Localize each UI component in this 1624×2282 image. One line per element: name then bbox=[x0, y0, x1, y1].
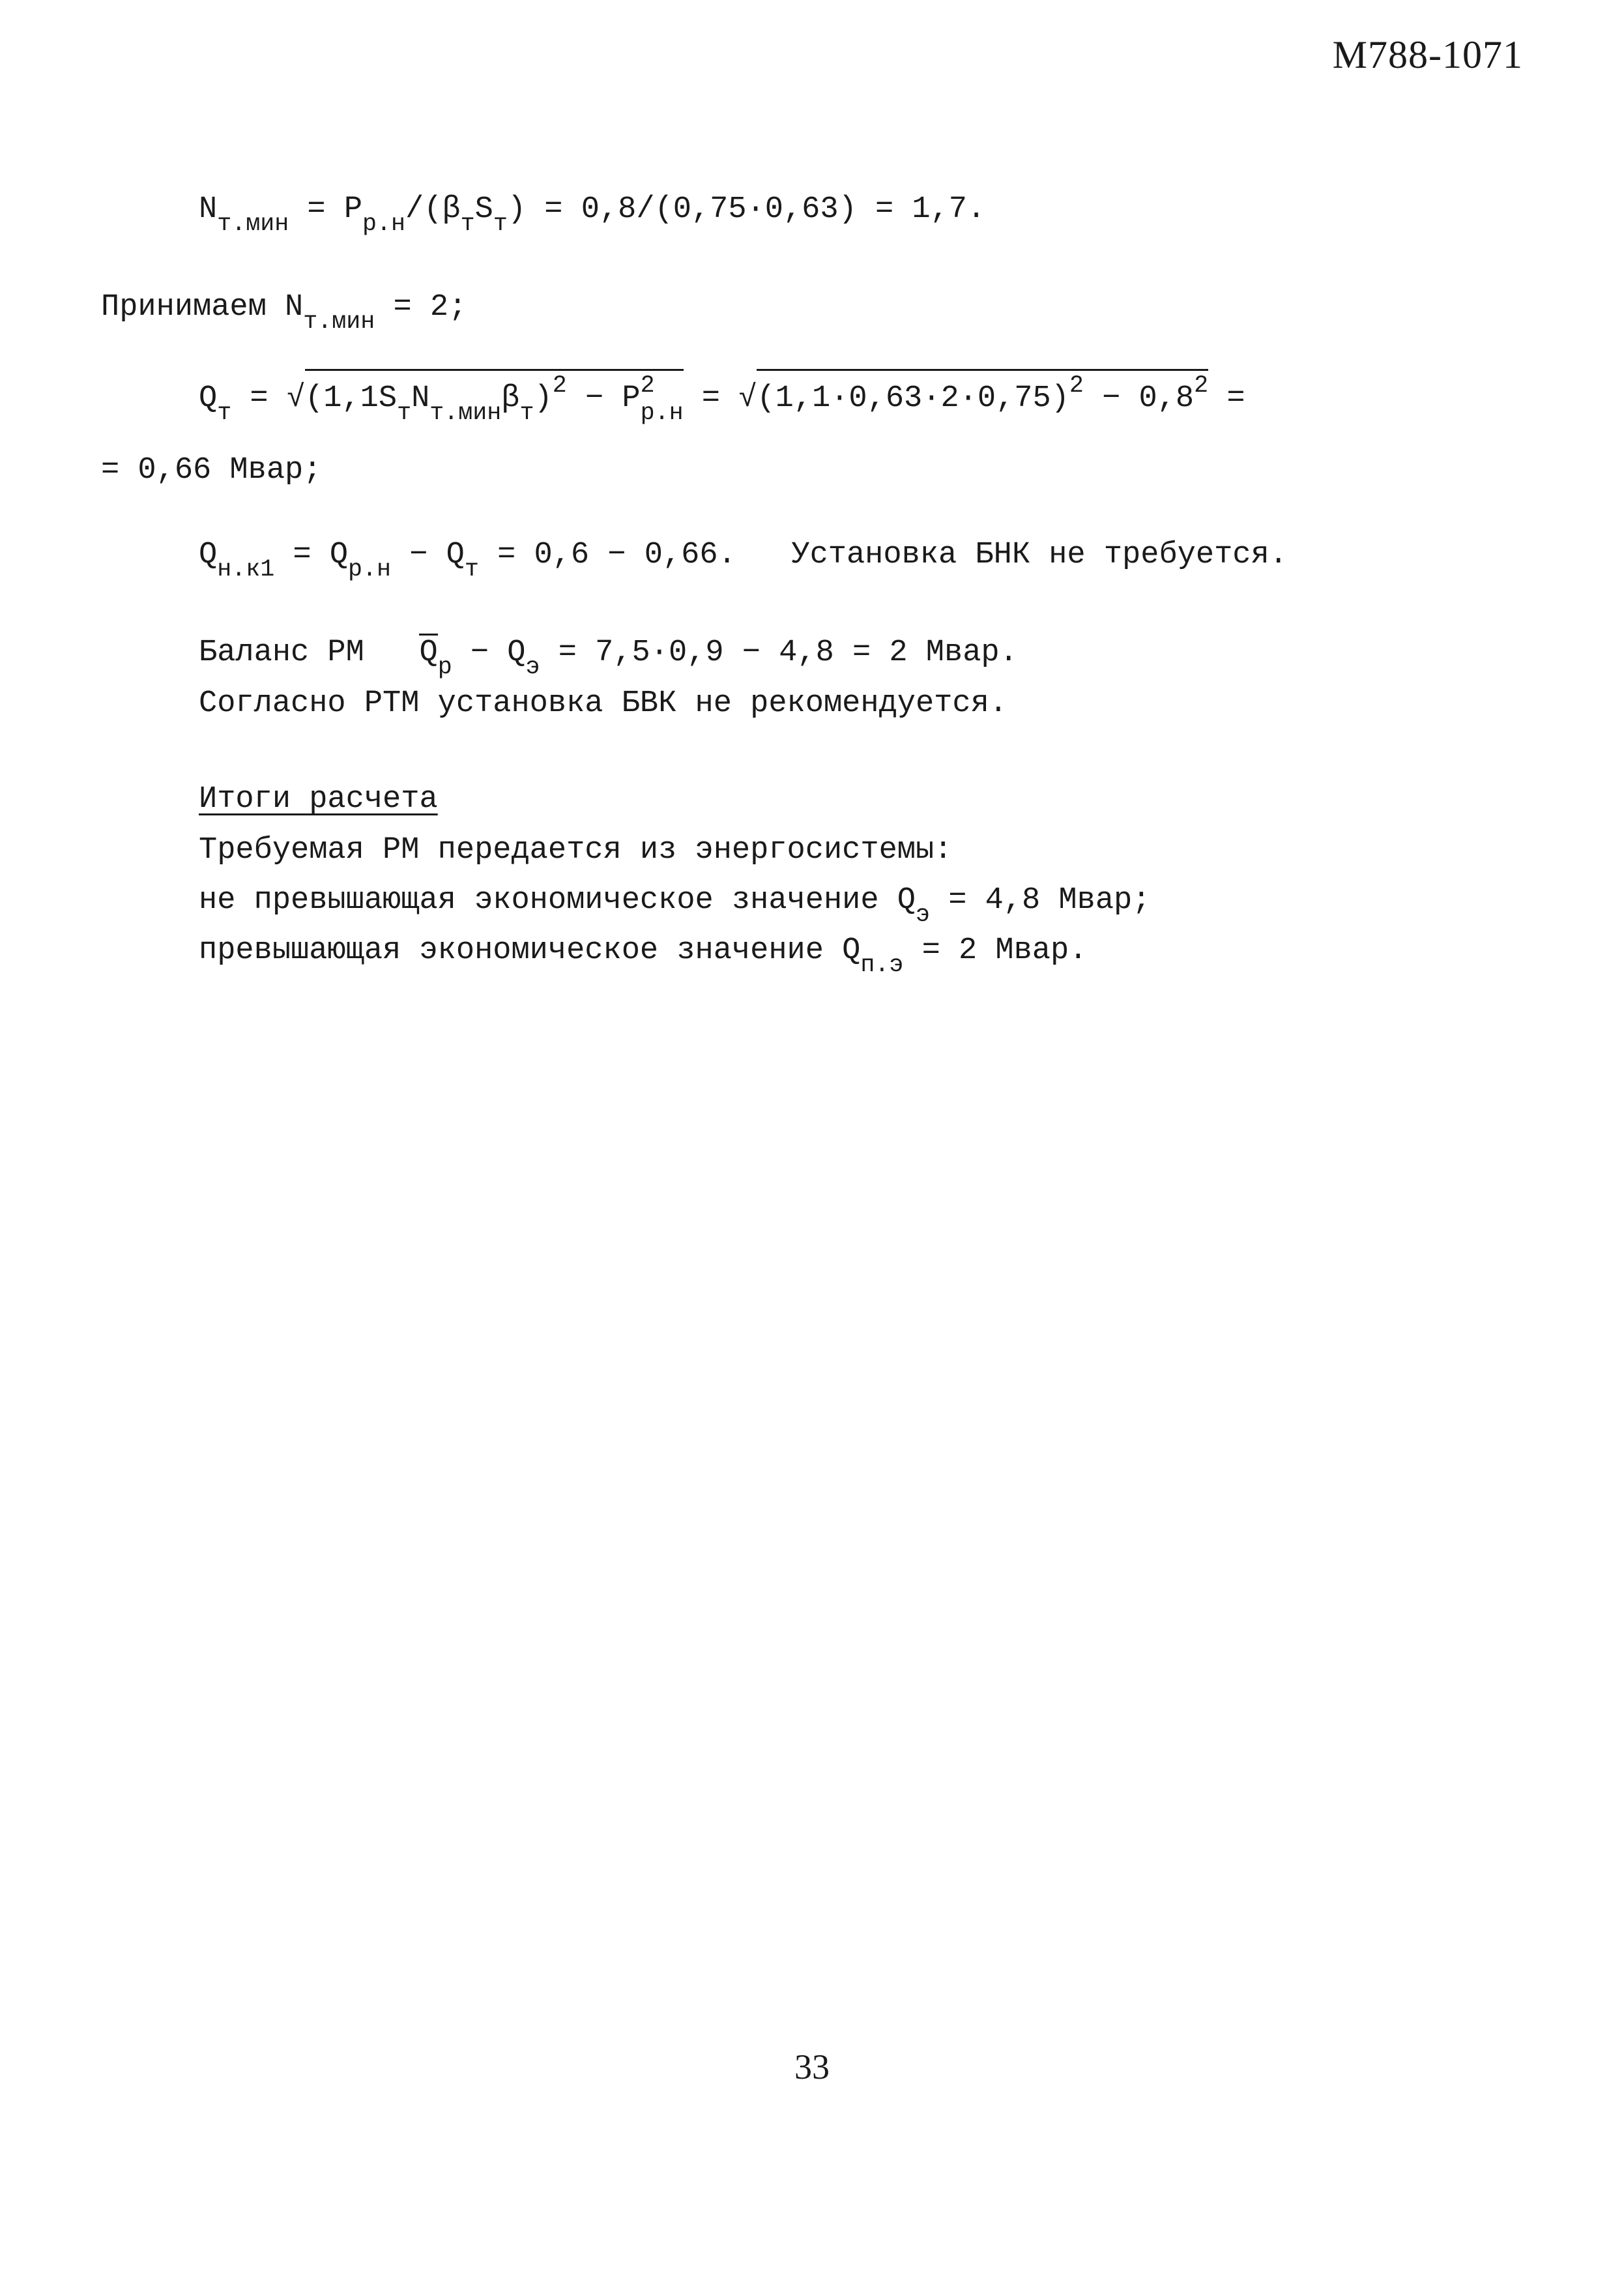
results-heading: Итоги расчета bbox=[199, 782, 438, 817]
formula-part: − 0,8 bbox=[1083, 381, 1195, 416]
formula-part: − Q bbox=[452, 636, 526, 670]
text-part: = 2 Мвар. bbox=[903, 933, 1088, 968]
superscript: 2 bbox=[1194, 372, 1209, 400]
formula-part: − P bbox=[566, 381, 641, 416]
formula-part: N bbox=[411, 381, 430, 416]
subscript: р.н bbox=[362, 211, 406, 239]
formula-part: ) bbox=[534, 381, 553, 416]
subscript: р.н bbox=[640, 400, 684, 428]
subscript: э bbox=[915, 901, 930, 929]
sqrt-sign: = √ bbox=[231, 381, 306, 416]
formula-part: = P bbox=[289, 192, 363, 227]
subscript: т bbox=[464, 556, 479, 584]
symbol-q-bar: Q bbox=[419, 634, 437, 670]
page-number: 33 bbox=[794, 2047, 830, 2086]
formula-part: S bbox=[474, 192, 493, 227]
subscript: т.мин bbox=[217, 211, 289, 239]
subscript: т bbox=[460, 211, 475, 239]
q-nk1-formula bbox=[199, 538, 1288, 584]
formula-part: β bbox=[501, 381, 520, 416]
q-t-formula bbox=[199, 372, 1245, 428]
subscript: т.мин bbox=[303, 308, 375, 336]
formula-part: (1,1·0,63·2·0,75) bbox=[757, 381, 1069, 416]
rtm-note: Согласно РТМ установка БВК не рекомендуется. bbox=[199, 686, 1008, 721]
text-part: = 2; bbox=[375, 290, 467, 325]
q-t-result: = 0,66 Мвар; bbox=[101, 453, 322, 488]
subscript: р bbox=[437, 654, 452, 682]
results-line-2 bbox=[199, 883, 1151, 929]
subscript: р.н bbox=[348, 556, 392, 584]
document-code: М788-1071 bbox=[1332, 33, 1523, 76]
formula-part: (1,1S bbox=[305, 381, 398, 416]
balance-label: Баланс РМ bbox=[199, 636, 420, 670]
radicand-2 bbox=[757, 369, 1208, 416]
superscript: 2 bbox=[1069, 372, 1084, 400]
subscript: т.мин bbox=[429, 400, 502, 428]
radicand-1 bbox=[305, 369, 684, 428]
subscript: т bbox=[217, 400, 232, 428]
sqrt-sign: = √ bbox=[683, 381, 757, 416]
superscript: 2 bbox=[552, 372, 567, 400]
subscript: п.э bbox=[860, 952, 904, 980]
superscript: 2 bbox=[640, 372, 655, 400]
formula-part: /(β bbox=[405, 192, 461, 227]
formula-part: = Q bbox=[274, 538, 349, 572]
formula-part: = bbox=[1208, 381, 1245, 416]
text-part: = 4,8 Мвар; bbox=[929, 883, 1151, 918]
bnk-note: Установка БНК не требуется. bbox=[736, 538, 1288, 572]
formula-part: = 7,5·0,9 − 4,8 = 2 Мвар. bbox=[540, 636, 1018, 670]
results-line-3 bbox=[199, 933, 1088, 980]
formula-part: − Q bbox=[391, 538, 465, 572]
subscript: т bbox=[493, 211, 508, 239]
text-part: не превышающая экономическое значение Q bbox=[199, 883, 916, 918]
text-part: превышающая экономическое значение Q bbox=[199, 933, 861, 968]
subscript: т bbox=[519, 400, 534, 428]
results-line-1: Требуемая РМ передается из энергосистемы: bbox=[199, 833, 953, 868]
subscript: т bbox=[397, 400, 412, 428]
symbol: Q bbox=[199, 381, 218, 416]
balance-line bbox=[199, 636, 1018, 682]
formula-part: ) = 0,8/(0,75·0,63) = 1,7. bbox=[507, 192, 986, 227]
symbol: N bbox=[199, 192, 218, 227]
subscript: н.к1 bbox=[217, 556, 275, 584]
subscript: э bbox=[525, 654, 540, 682]
text-part: Принимаем N bbox=[101, 290, 304, 325]
n-min-formula bbox=[199, 192, 986, 239]
symbol: Q bbox=[199, 538, 218, 572]
formula-part: = 0,6 − 0,66. bbox=[478, 538, 736, 572]
accept-line bbox=[101, 290, 467, 336]
